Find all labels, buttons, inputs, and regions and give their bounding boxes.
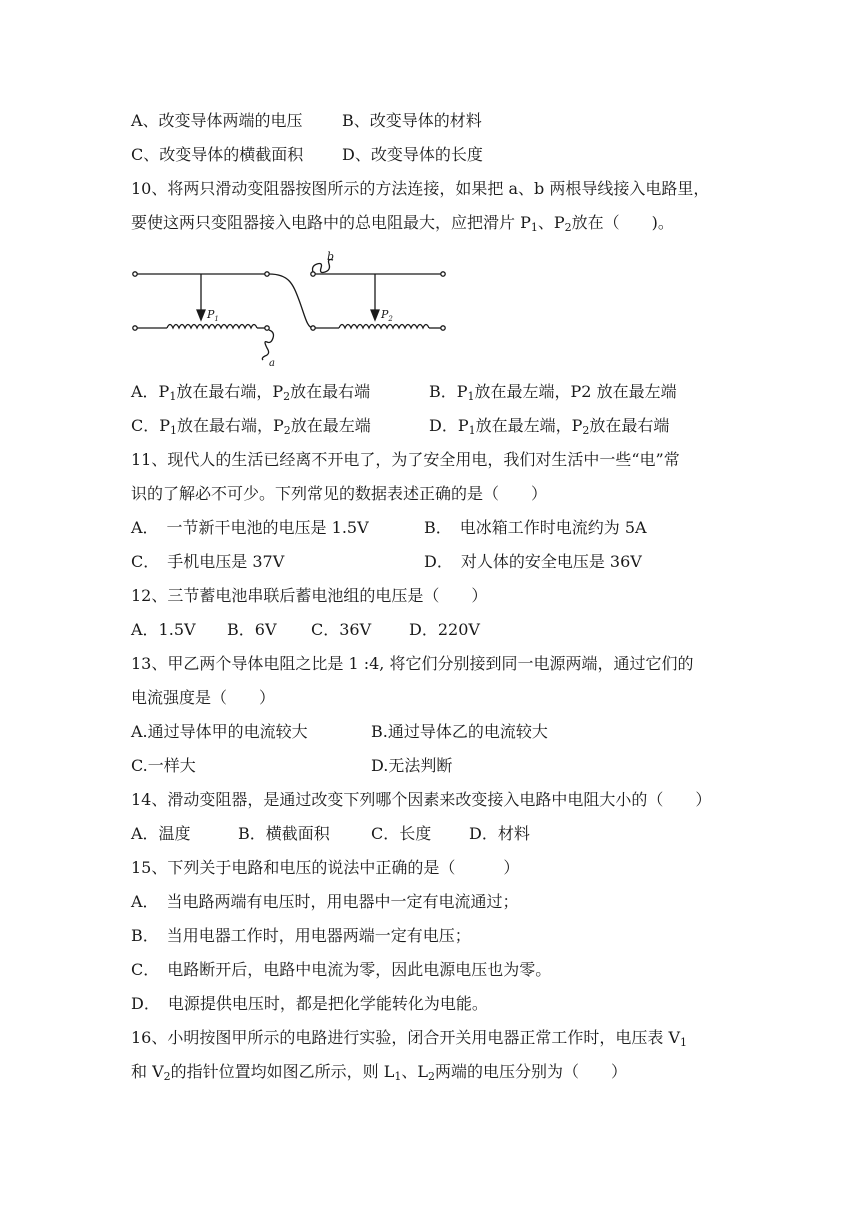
q11-option-b: B． 电冰箱工作时电流约为 5A (424, 518, 647, 537)
q10-option-d (429, 415, 669, 437)
subscript: 2 (283, 390, 291, 403)
option-text: D．P (429, 416, 469, 435)
slider-p1-label: $P_1$ (207, 308, 219, 323)
subscript: 1 (394, 1070, 402, 1083)
q12-option-c: C．36V (311, 620, 372, 639)
q10-option-b (429, 381, 677, 403)
q10-stem-text: 要使这两只变阻器接入电路中的总电阻最大，应把滑片 P (131, 213, 531, 232)
q10-rheostat-figure (131, 244, 447, 368)
q11-options-row2 (131, 551, 642, 573)
q10-option-a (131, 382, 370, 401)
subscript: 2 (163, 1070, 171, 1083)
q16-stem-text: 的指针位置均如图乙所示，则 L (170, 1062, 395, 1081)
subscript: 2 (564, 221, 572, 234)
q10-stem-line1: 10、将两只滑动变阻器按图所示的方法连接，如果把 a、b 两根导线接入电路里， (131, 179, 710, 198)
q13-option-c: C.一样大 (131, 756, 196, 775)
subscript: 1 (170, 424, 178, 437)
subscript: 1 (467, 390, 475, 403)
subscript: 1 (468, 424, 476, 437)
q10-option-c (131, 416, 371, 435)
q13-option-d: D.无法判断 (371, 756, 453, 775)
option-text: 放在最左端 (290, 416, 371, 435)
option-text: 放在最右端，P (177, 416, 284, 435)
q13-option-b: B.通过导体乙的电流较大 (371, 722, 548, 741)
q10-stem-text: 、P (537, 213, 565, 232)
q12-options-row (131, 619, 480, 641)
option-text: B．P (429, 382, 468, 401)
q11-options-row1 (131, 517, 647, 539)
q14-option-d: D．材料 (469, 824, 530, 843)
lead-a-label: a (269, 358, 275, 368)
q13-options-row1 (131, 721, 548, 743)
q11-option-c: C． 手机电压是 37V (131, 552, 285, 571)
q11-option-d: D． 对人体的安全电压是 36V (424, 552, 642, 571)
q11-stem-line2: 识的了解必不可少。下列常见的数据表述正确的是（ ） (131, 484, 548, 503)
q16-stem-line1 (131, 1027, 687, 1049)
option-text: 放在最右端 (290, 382, 371, 401)
option-text: A．P (131, 382, 170, 401)
q12-stem: 12、三节蓄电池串联后蓄电池组的电压是（ ） (131, 586, 488, 605)
option-text: 放在最右端，P (176, 382, 284, 401)
q14-stem: 14、滑动变阻器，是通过改变下列哪个因素来改变接入电路中电阻大小的（ ） (131, 790, 712, 809)
q11-stem-line1: 11、现代人的生活已经离不开电了，为了安全用电，我们对生活中一些“电”常 (131, 450, 680, 469)
subscript: 1 (530, 221, 538, 234)
q11-option-a: A． 一节新干电池的电压是 1.5V (131, 518, 369, 537)
q9-option-b: B、改变导体的材料 (342, 111, 482, 130)
q16-stem-line2 (131, 1061, 627, 1083)
subscript: 1 (169, 390, 177, 403)
subscript: 2 (283, 424, 291, 437)
q15-stem: 15、下列关于电路和电压的说法中正确的是（ ） (131, 858, 520, 877)
q15-option-a: A． 当电路两端有电压时，用电器中一定有电流通过； (131, 892, 519, 911)
subscript: 2 (582, 424, 590, 437)
q16-stem-text: 、L (401, 1062, 429, 1081)
q13-stem-line2: 电流强度是（ ） (131, 688, 276, 707)
q9-option-a: A、改变导体两端的电压 (131, 111, 303, 130)
subscript: 2 (428, 1070, 436, 1083)
lead-b-label: b (327, 250, 335, 263)
q10-options-row1 (131, 381, 677, 403)
q13-options-row2 (131, 755, 453, 777)
slider-p2-label: $P_2$ (381, 308, 393, 323)
q9-options-row1 (131, 110, 482, 132)
q14-options-row (131, 823, 530, 845)
q13-stem-line1: 13、甲乙两个导体电阻之比是 1 :4, 将它们分别接到同一电源两端，通过它们的 (131, 654, 694, 673)
q10-stem-line2 (131, 212, 674, 234)
q16-stem-text: 两端的电压分别为（ ） (435, 1062, 628, 1081)
q15-option-c: C． 电路断开后，电路中电流为零，因此电源电压也为零。 (131, 960, 552, 979)
q15-option-b: B． 当用电器工作时，用电器两端一定有电压； (131, 926, 471, 945)
q14-option-a: A．温度 (131, 824, 191, 843)
q9-option-d: D、改变导体的长度 (342, 145, 483, 164)
q12-option-b: B．6V (227, 620, 277, 639)
q14-option-c: C．长度 (371, 824, 432, 843)
option-text: 放在最左端，P2 放在最左端 (474, 382, 677, 401)
subscript: 1 (680, 1036, 688, 1049)
option-text: 放在最右端 (589, 416, 670, 435)
q10-stem-text: 放在（ )。 (571, 213, 674, 232)
q12-option-d: D．220V (409, 620, 480, 639)
option-text: 放在最左端，P (475, 416, 583, 435)
q12-option-a: A．1.5V (131, 620, 196, 639)
option-text: C．P (131, 416, 171, 435)
q16-stem-text: 16、小明按图甲所示的电路进行实验，闭合开关用电器正常工作时，电压表 V (131, 1028, 681, 1047)
q15-option-d: D． 电源提供电压时，都是把化学能转化为电能。 (131, 994, 488, 1013)
q9-options-row2 (131, 144, 483, 166)
q13-option-a: A.通过导体甲的电流较大 (131, 722, 308, 741)
q9-option-c: C、改变导体的横截面积 (131, 145, 304, 164)
q16-stem-text: 和 V (131, 1062, 164, 1081)
q14-option-b: B．横截面积 (238, 824, 330, 843)
q10-options-row2 (131, 415, 670, 437)
